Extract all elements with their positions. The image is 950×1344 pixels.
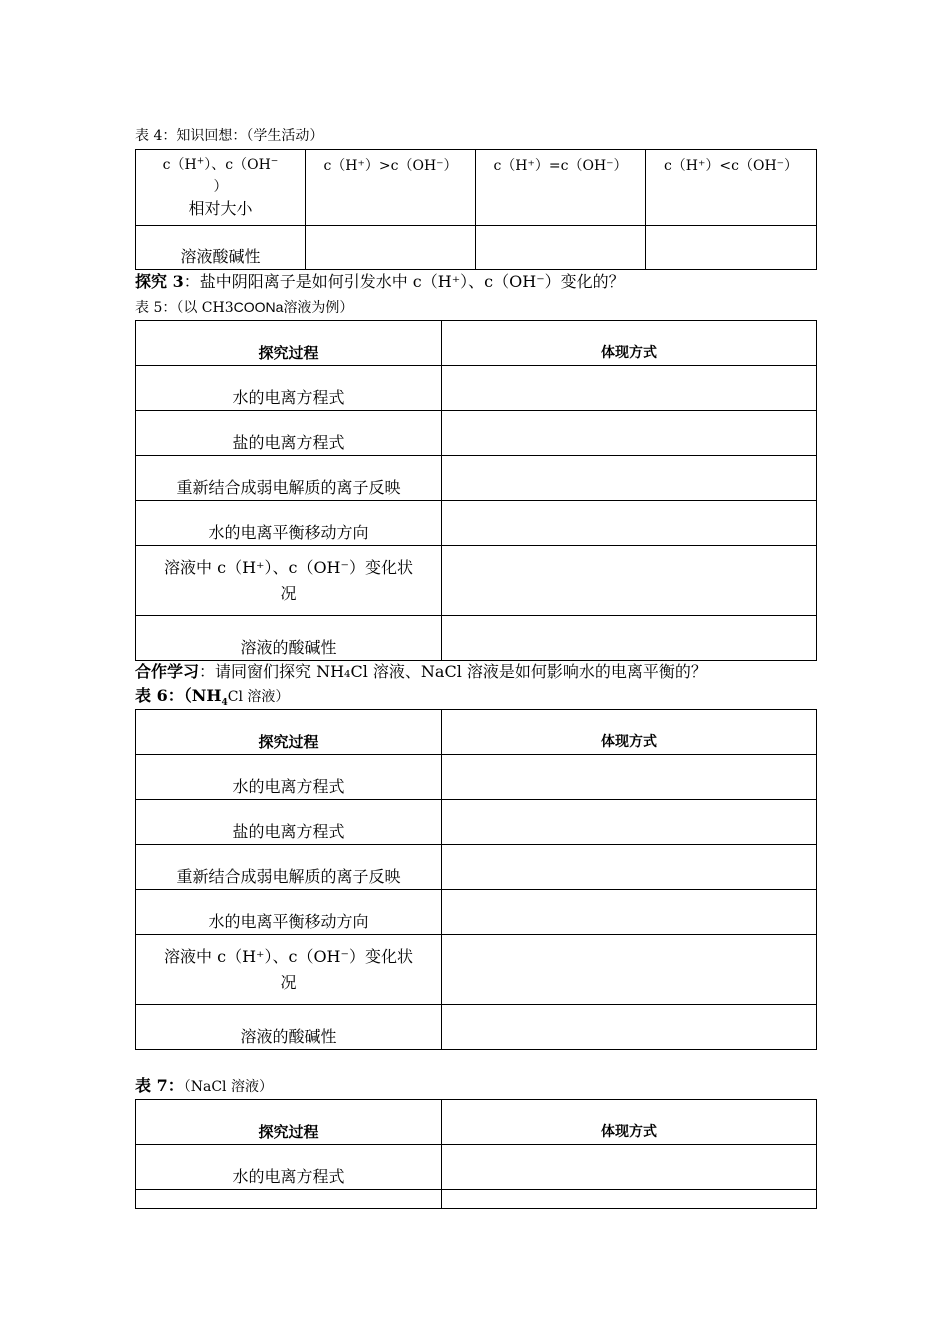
table5-row-recombination: 重新结合成弱电解质的离子反映 (136, 456, 442, 501)
table5-caption: 表 5：（以 CH3COONa溶液为例） (135, 299, 354, 316)
table5-row-salt-ionization: 盐的电离方程式 (136, 411, 442, 456)
table4-caption: 表 4：知识回想：（学生活动） (135, 128, 324, 144)
table4-header-neutral: c（H⁺）=c（OH⁻） (476, 150, 646, 226)
table6-row-recombination: 重新结合成弱电解质的离子反映 (136, 845, 442, 890)
table6-row-concentration-change: 溶液中 c（H⁺）、c（OH⁻）变化状 况 (136, 935, 442, 1005)
coop-title: 合作学习：请同窗们探究 NH₄Cl 溶液、NaCl 溶液是如何影响水的电离平衡的？ (135, 662, 707, 681)
table7-cell[interactable] (442, 1190, 817, 1209)
table6-cell[interactable] (442, 755, 817, 800)
table4-header-acidic: c（H⁺）>c（OH⁻） (306, 150, 476, 226)
table4-cell[interactable] (476, 226, 646, 270)
table5-cell[interactable] (442, 546, 817, 616)
table7-row-blank (136, 1190, 442, 1209)
table7-row-water-ionization: 水的电离方程式 (136, 1145, 442, 1190)
table6-header-process: 探究过程 (136, 710, 442, 755)
table5-cell[interactable] (442, 616, 817, 661)
table5 (135, 320, 817, 661)
table6 (135, 709, 817, 1050)
table5-cell[interactable] (442, 366, 817, 411)
table4 (135, 149, 817, 270)
table6-cell[interactable] (442, 845, 817, 890)
table7-cell[interactable] (442, 1145, 817, 1190)
table4-header-relative-size: c（H+）、c（OH− ） 相对大小 (136, 150, 306, 226)
table6-row-water-ionization: 水的电离方程式 (136, 755, 442, 800)
table6-row-acidity: 溶液的酸碱性 (136, 1005, 442, 1050)
table6-caption: 表 6：（$NH_4Cl$ 溶液） (135, 686, 290, 709)
table6-row-salt-ionization: 盐的电离方程式 (136, 800, 442, 845)
table5-cell[interactable] (442, 456, 817, 501)
table4-cell[interactable] (646, 226, 817, 270)
table4-header-basic: c（H⁺）<c（OH⁻） (646, 150, 817, 226)
table7-caption: 表 7：（NaCl 溶液） (135, 1076, 273, 1095)
table6-row-equilibrium-shift: 水的电离平衡移动方向 (136, 890, 442, 935)
table4-cell[interactable] (306, 226, 476, 270)
table6-cell[interactable] (442, 935, 817, 1005)
table5-row-concentration-change: 溶液中 c（H⁺）、c（OH⁻）变化状 况 (136, 546, 442, 616)
table6-cell[interactable] (442, 890, 817, 935)
table5-row-acidity: 溶液的酸碱性 (136, 616, 442, 661)
table5-cell[interactable] (442, 411, 817, 456)
table7 (135, 1099, 817, 1209)
table6-cell[interactable] (442, 1005, 817, 1050)
table5-row-equilibrium-shift: 水的电离平衡移动方向 (136, 501, 442, 546)
table5-cell[interactable] (442, 501, 817, 546)
table6-header-manifestation: 体现方式 (442, 710, 817, 755)
table5-row-water-ionization: 水的电离方程式 (136, 366, 442, 411)
section3-title: 探究 3：盐中阴阳离子是如何引发水中 c（H⁺）、c（OH⁻）变化的？ (135, 272, 625, 291)
table5-header-manifestation: 体现方式 (442, 321, 817, 366)
table7-header-process: 探究过程 (136, 1100, 442, 1145)
table6-cell[interactable] (442, 800, 817, 845)
table4-row-acidity: 溶液酸碱性 (136, 226, 306, 270)
table5-header-process: 探究过程 (136, 321, 442, 366)
table7-header-manifestation: 体现方式 (442, 1100, 817, 1145)
